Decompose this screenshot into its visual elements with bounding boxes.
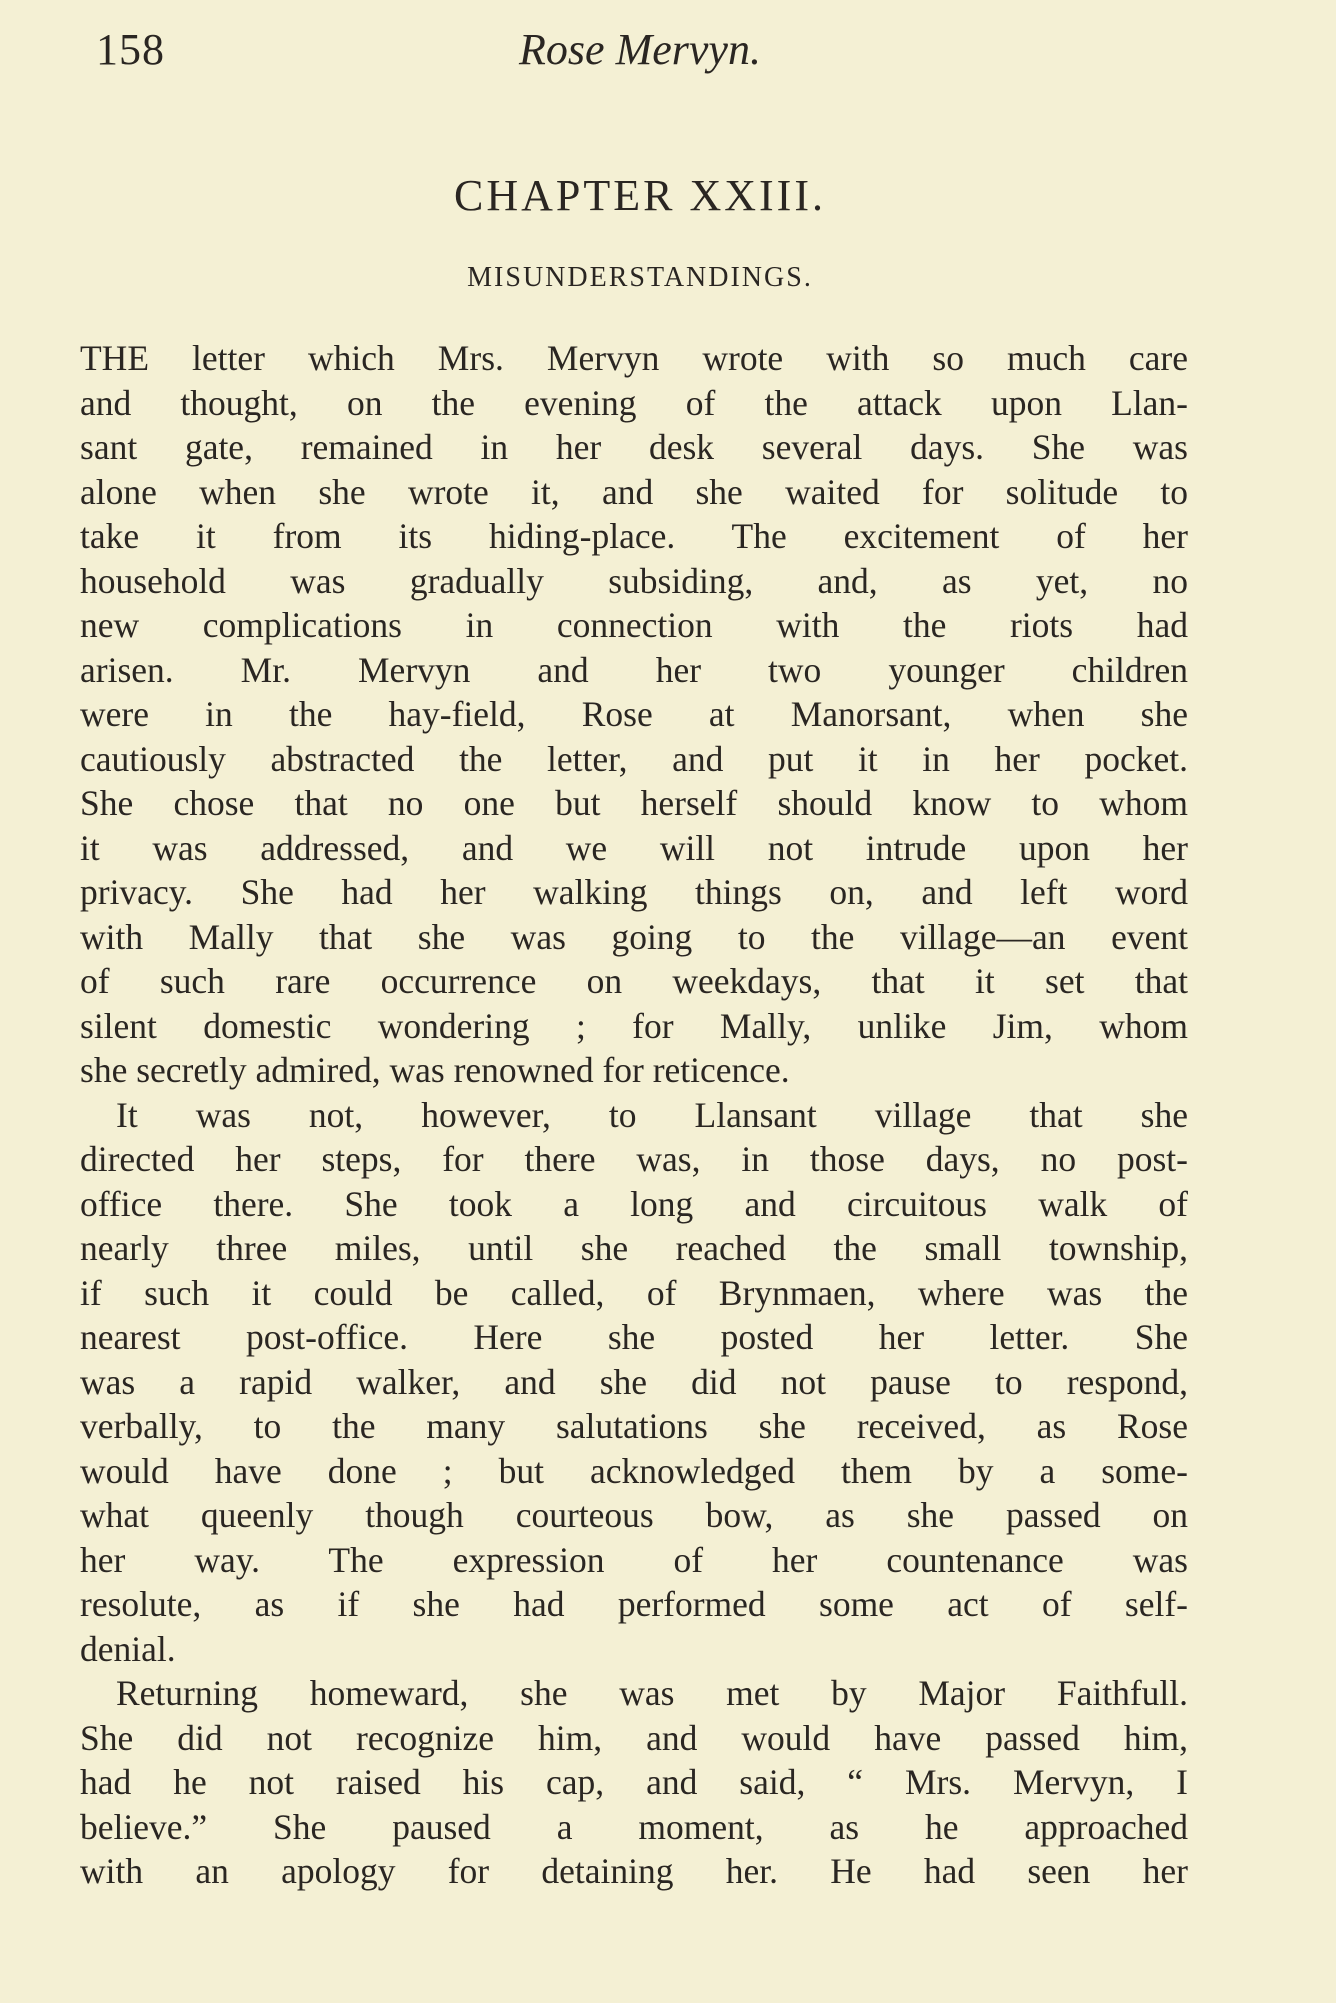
chapter-subtitle: MISUNDERSTANDINGS. (467, 262, 813, 293)
text-line: cautiously abstracted the letter, and put it in her pocket. (80, 738, 1188, 779)
text-line: It was not, however, to Llansant village that she (116, 1094, 1188, 1135)
text-line: what queenly though courteous bow, as she passed on (80, 1495, 1188, 1535)
text-line: had he not raised his cap, and said, “ Mrs. Mervyn, I (80, 1762, 1188, 1802)
text-line: alone when she wrote it, and she waited for solitude to (80, 471, 1188, 512)
text-line: resolute, as if she had performed some act of self- (80, 1584, 1188, 1624)
text-line: her way. The expression of her countenance was (80, 1539, 1188, 1580)
body-text (80, 336, 1188, 1894)
text-line: sant gate, remained in her desk several days. She was (80, 427, 1188, 467)
text-line: nearest post-office. Here she posted her letter. She (80, 1317, 1188, 1357)
text-line: arisen. Mr. Mervyn and her two younger children (80, 649, 1188, 690)
text-line: denial. (80, 1628, 176, 1669)
running-head (0, 20, 1336, 80)
text-line: new complications in connection with the riots had (80, 605, 1188, 645)
text-line: Returning homeward, she was met by Major Faithfull. (116, 1673, 1188, 1713)
text-line: silent domestic wondering ; for Mally, unlike Jim, whom (80, 1005, 1188, 1046)
text-line: were in the hay-field, Rose at Manorsant, when she (80, 694, 1188, 734)
text-line: household was gradually subsiding, and, as yet, no (80, 560, 1188, 601)
page-number: 158 (96, 25, 165, 74)
text-line: She chose that no one but herself should know to whom (80, 783, 1188, 823)
text-line: was a rapid walker, and she did not pause to respond, (80, 1361, 1188, 1402)
text-line: THE letter which Mrs. Mervyn wrote with so much care (80, 338, 1188, 378)
text-line: nearly three miles, until she reached the small township, (80, 1228, 1188, 1268)
text-line: office there. She took a long and circuitous walk of (80, 1183, 1188, 1224)
text-line: She did not recognize him, and would have passed him, (80, 1717, 1188, 1758)
text-line: would have done ; but acknowledged them by a some- (80, 1450, 1188, 1491)
text-line: verbally, to the many salutations she received, as Rose (80, 1406, 1188, 1446)
text-line: with an apology for detaining her. He had seen her (80, 1851, 1188, 1891)
text-line: it was addressed, and we will not intrude upon her (80, 827, 1188, 868)
text-line: and thought, on the evening of the attack upon Llan- (80, 382, 1188, 423)
text-line: with Mally that she was going to the village—an event (80, 916, 1188, 957)
text-line: believe.” She paused a moment, as he approached (80, 1806, 1188, 1847)
text-line: if such it could be called, of Brynmaen, where was the (80, 1272, 1188, 1313)
text-line: she secretly admired, was renowned for reticence. (80, 1050, 790, 1090)
chapter-heading: CHAPTER XXIII. (454, 171, 826, 220)
text-line: of such rare occurrence on weekdays, that it set that (80, 961, 1188, 1001)
text-line: privacy. She had her walking things on, and left word (80, 872, 1188, 912)
running-title: Rose Mervyn. (519, 25, 761, 74)
text-line: take it from its hiding-place. The excitement of her (80, 516, 1188, 556)
text-line: directed her steps, for there was, in those days, no post- (80, 1139, 1188, 1179)
